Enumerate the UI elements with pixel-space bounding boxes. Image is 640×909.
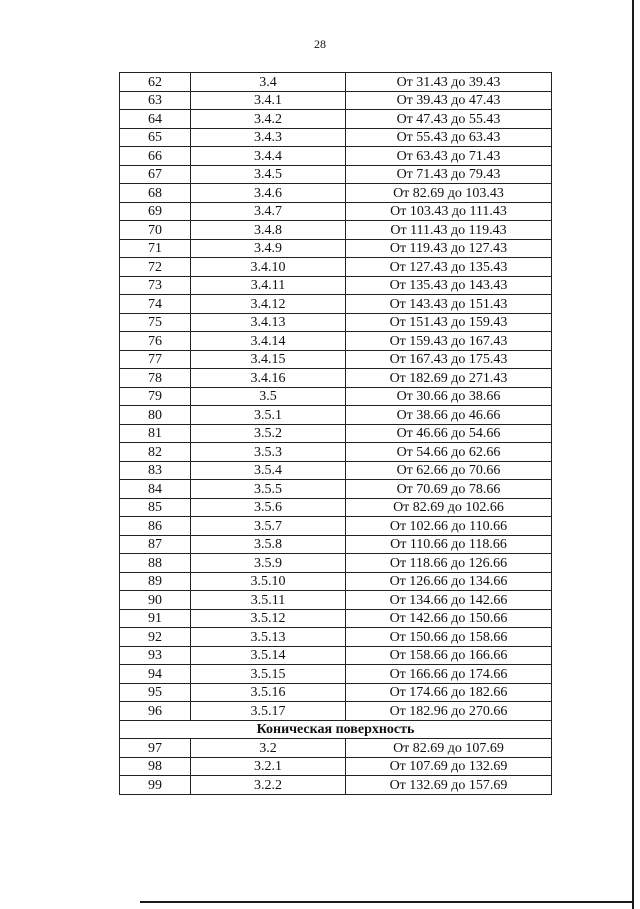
code-cell: 3.5.14 [191, 646, 346, 665]
range-cell: От 127.43 до 135.43 [346, 258, 552, 277]
range-cell: От 166.66 до 174.66 [346, 665, 552, 684]
code-cell: 3.4.2 [191, 110, 346, 129]
row-number-cell: 67 [120, 165, 191, 184]
range-cell: От 135.43 до 143.43 [346, 276, 552, 295]
code-cell: 3.5.10 [191, 572, 346, 591]
code-cell: 3.4.9 [191, 239, 346, 258]
range-cell: От 82.69 до 102.66 [346, 498, 552, 517]
table-row [120, 757, 552, 776]
table-row [120, 443, 552, 462]
row-number-cell: 86 [120, 517, 191, 536]
code-cell: 3.5.12 [191, 609, 346, 628]
code-cell: 3.5.9 [191, 554, 346, 573]
range-cell: От 182.69 до 271.43 [346, 369, 552, 388]
code-cell: 3.5.2 [191, 424, 346, 443]
page-edge-right [632, 0, 634, 909]
table-row [120, 609, 552, 628]
code-cell: 3.4.6 [191, 184, 346, 203]
table-row [120, 239, 552, 258]
range-cell: От 55.43 до 63.43 [346, 128, 552, 147]
code-cell: 3.5.17 [191, 702, 346, 721]
range-cell: От 110.66 до 118.66 [346, 535, 552, 554]
row-number-cell: 99 [120, 776, 191, 795]
range-cell: От 82.69 до 107.69 [346, 739, 552, 758]
row-number-cell: 90 [120, 591, 191, 610]
table-row [120, 110, 552, 129]
row-number-cell: 73 [120, 276, 191, 295]
table-row [120, 535, 552, 554]
range-cell: От 142.66 до 150.66 [346, 609, 552, 628]
table-row [120, 739, 552, 758]
table-row [120, 424, 552, 443]
page-number: 28 [314, 37, 326, 51]
range-cell: От 71.43 до 79.43 [346, 165, 552, 184]
code-cell: 3.5 [191, 387, 346, 406]
table-row [120, 498, 552, 517]
table-row [120, 128, 552, 147]
section-header-row [120, 720, 552, 739]
code-cell: 3.2 [191, 739, 346, 758]
range-cell: От 167.43 до 175.43 [346, 350, 552, 369]
table-row [120, 554, 552, 573]
row-number-cell: 95 [120, 683, 191, 702]
code-cell: 3.5.7 [191, 517, 346, 536]
table-row [120, 202, 552, 221]
table-row [120, 147, 552, 166]
code-cell: 3.4 [191, 73, 346, 92]
table-row [120, 221, 552, 240]
table-row [120, 702, 552, 721]
table-row [120, 683, 552, 702]
range-cell: От 119.43 до 127.43 [346, 239, 552, 258]
range-cell: От 111.43 до 119.43 [346, 221, 552, 240]
range-cell: От 150.66 до 158.66 [346, 628, 552, 647]
range-cell: От 107.69 до 132.69 [346, 757, 552, 776]
table-row [120, 73, 552, 92]
range-cell: От 174.66 до 182.66 [346, 683, 552, 702]
code-cell: 3.4.11 [191, 276, 346, 295]
row-number-cell: 69 [120, 202, 191, 221]
range-cell: От 118.66 до 126.66 [346, 554, 552, 573]
code-cell: 3.4.4 [191, 147, 346, 166]
table-row [120, 276, 552, 295]
row-number-cell: 94 [120, 665, 191, 684]
row-number-cell: 71 [120, 239, 191, 258]
section-title: Коническая поверхность [120, 720, 552, 739]
range-cell: От 31.43 до 39.43 [346, 73, 552, 92]
table-row [120, 350, 552, 369]
row-number-cell: 74 [120, 295, 191, 314]
code-cell: 3.4.5 [191, 165, 346, 184]
row-number-cell: 97 [120, 739, 191, 758]
row-number-cell: 72 [120, 258, 191, 277]
row-number-cell: 87 [120, 535, 191, 554]
range-cell: От 82.69 до 103.43 [346, 184, 552, 203]
data-table [119, 72, 552, 795]
row-number-cell: 88 [120, 554, 191, 573]
code-cell: 3.5.13 [191, 628, 346, 647]
row-number-cell: 98 [120, 757, 191, 776]
code-cell: 3.5.4 [191, 461, 346, 480]
table-row [120, 517, 552, 536]
row-number-cell: 62 [120, 73, 191, 92]
code-cell: 3.5.1 [191, 406, 346, 425]
code-cell: 3.4.10 [191, 258, 346, 277]
row-number-cell: 91 [120, 609, 191, 628]
row-number-cell: 85 [120, 498, 191, 517]
range-cell: От 134.66 до 142.66 [346, 591, 552, 610]
range-cell: От 46.66 до 54.66 [346, 424, 552, 443]
row-number-cell: 63 [120, 91, 191, 110]
row-number-cell: 83 [120, 461, 191, 480]
row-number-cell: 89 [120, 572, 191, 591]
table-row [120, 332, 552, 351]
table-row [120, 91, 552, 110]
code-cell: 3.5.5 [191, 480, 346, 499]
row-number-cell: 92 [120, 628, 191, 647]
row-number-cell: 64 [120, 110, 191, 129]
row-number-cell: 80 [120, 406, 191, 425]
code-cell: 3.4.13 [191, 313, 346, 332]
range-cell: От 63.43 до 71.43 [346, 147, 552, 166]
range-cell: От 38.66 до 46.66 [346, 406, 552, 425]
code-cell: 3.4.16 [191, 369, 346, 388]
range-cell: От 70.69 до 78.66 [346, 480, 552, 499]
table-row [120, 665, 552, 684]
code-cell: 3.4.8 [191, 221, 346, 240]
range-cell: От 47.43 до 55.43 [346, 110, 552, 129]
range-cell: От 54.66 до 62.66 [346, 443, 552, 462]
range-cell: От 151.43 до 159.43 [346, 313, 552, 332]
range-cell: От 39.43 до 47.43 [346, 91, 552, 110]
table-row [120, 646, 552, 665]
range-cell: От 143.43 до 151.43 [346, 295, 552, 314]
range-cell: От 159.43 до 167.43 [346, 332, 552, 351]
table-row [120, 295, 552, 314]
table-row [120, 591, 552, 610]
range-cell: От 102.66 до 110.66 [346, 517, 552, 536]
range-cell: От 126.66 до 134.66 [346, 572, 552, 591]
page-edge-bottom [140, 901, 634, 903]
code-cell: 3.2.2 [191, 776, 346, 795]
row-number-cell: 75 [120, 313, 191, 332]
code-cell: 3.4.14 [191, 332, 346, 351]
code-cell: 3.5.11 [191, 591, 346, 610]
row-number-cell: 82 [120, 443, 191, 462]
code-cell: 3.5.15 [191, 665, 346, 684]
row-number-cell: 68 [120, 184, 191, 203]
table-row [120, 480, 552, 499]
table-row [120, 165, 552, 184]
table-row [120, 776, 552, 795]
table-row [120, 628, 552, 647]
code-cell: 3.5.3 [191, 443, 346, 462]
code-cell: 3.4.15 [191, 350, 346, 369]
code-cell: 3.4.3 [191, 128, 346, 147]
range-cell: От 132.69 до 157.69 [346, 776, 552, 795]
range-cell: От 103.43 до 111.43 [346, 202, 552, 221]
range-cell: От 158.66 до 166.66 [346, 646, 552, 665]
code-cell: 3.2.1 [191, 757, 346, 776]
table-row [120, 369, 552, 388]
table-row [120, 184, 552, 203]
range-cell: От 30.66 до 38.66 [346, 387, 552, 406]
code-cell: 3.4.7 [191, 202, 346, 221]
table-row [120, 258, 552, 277]
row-number-cell: 93 [120, 646, 191, 665]
table-body [120, 73, 552, 795]
range-cell: От 182.96 до 270.66 [346, 702, 552, 721]
row-number-cell: 78 [120, 369, 191, 388]
row-number-cell: 84 [120, 480, 191, 499]
row-number-cell: 96 [120, 702, 191, 721]
row-number-cell: 79 [120, 387, 191, 406]
row-number-cell: 81 [120, 424, 191, 443]
code-cell: 3.5.8 [191, 535, 346, 554]
range-cell: От 62.66 до 70.66 [346, 461, 552, 480]
row-number-cell: 70 [120, 221, 191, 240]
table-row [120, 572, 552, 591]
row-number-cell: 65 [120, 128, 191, 147]
row-number-cell: 66 [120, 147, 191, 166]
code-cell: 3.4.12 [191, 295, 346, 314]
code-cell: 3.4.1 [191, 91, 346, 110]
table-row [120, 313, 552, 332]
row-number-cell: 77 [120, 350, 191, 369]
code-cell: 3.5.6 [191, 498, 346, 517]
row-number-cell: 76 [120, 332, 191, 351]
table-row [120, 461, 552, 480]
table-row [120, 406, 552, 425]
code-cell: 3.5.16 [191, 683, 346, 702]
table-row [120, 387, 552, 406]
